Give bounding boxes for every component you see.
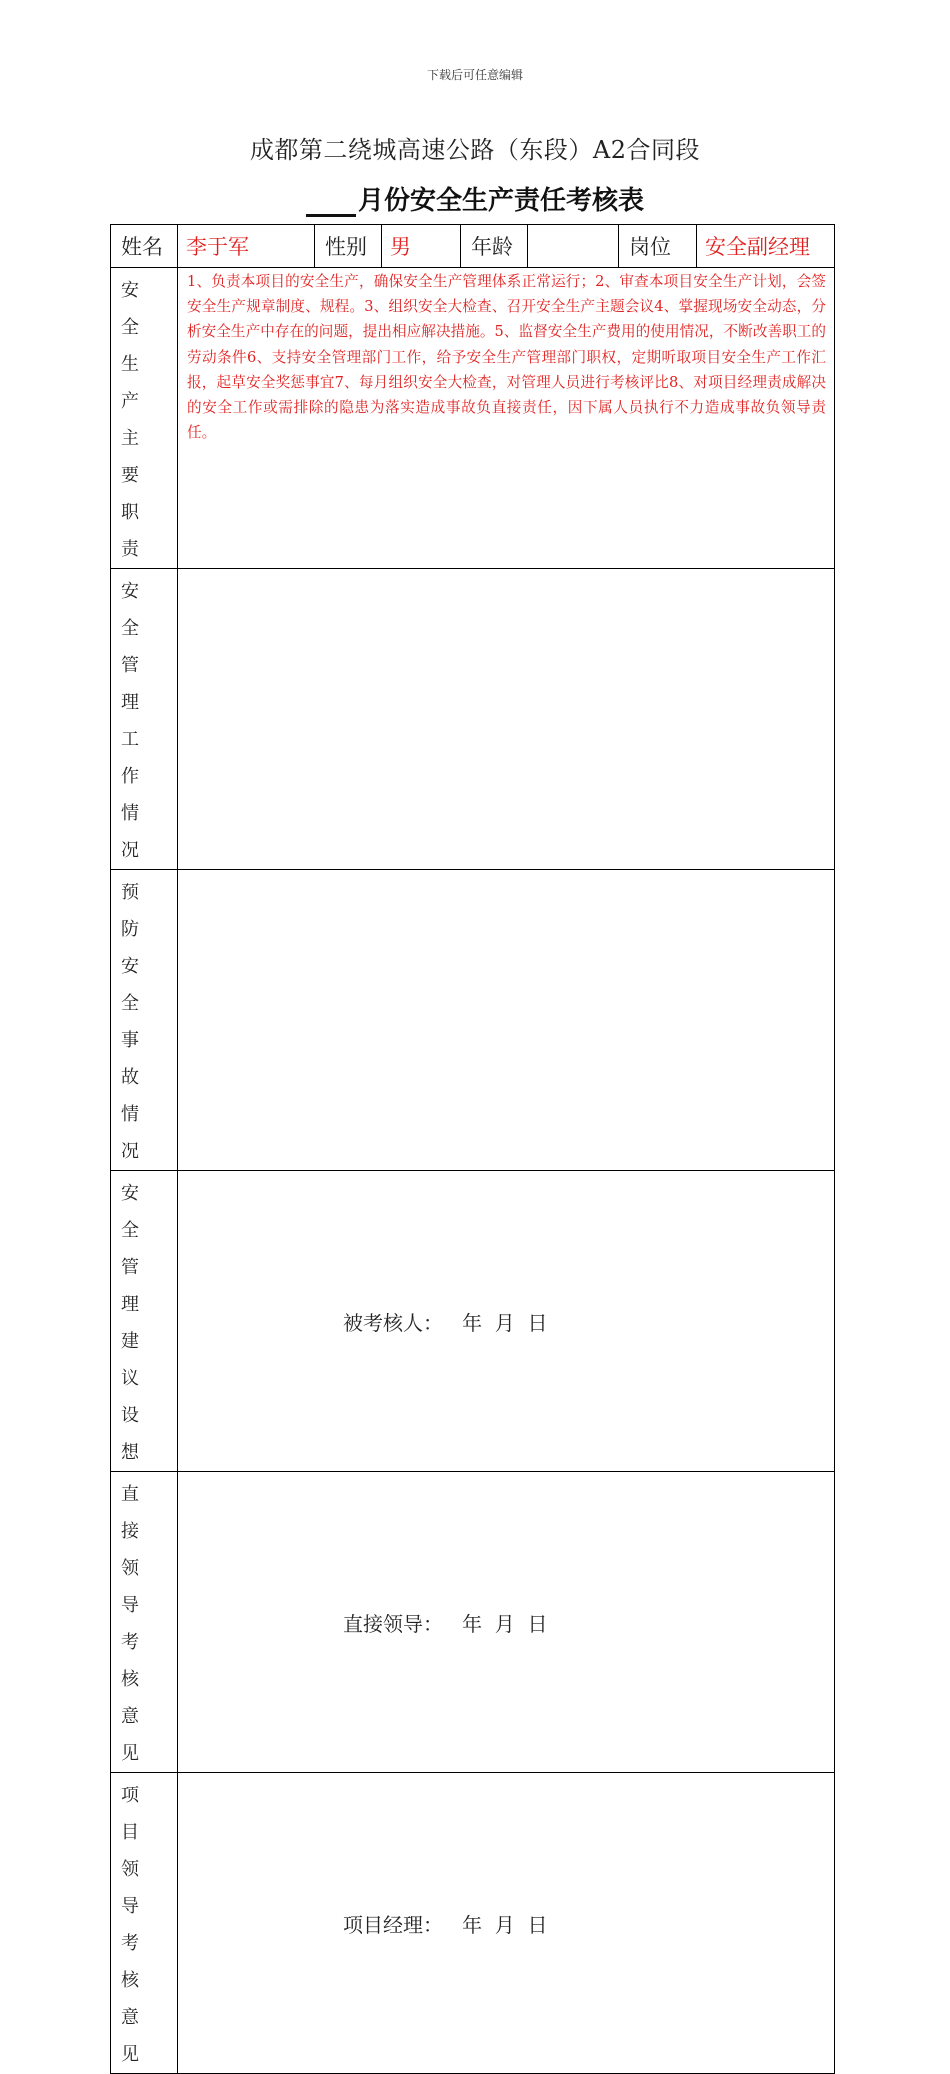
direct-leader-content	[178, 1472, 835, 1773]
direct-leader-label: 直接领导考核意见	[111, 1472, 178, 1773]
duties-content: 1、负责本项目的安全生产，确保安全生产管理体系正常运行；2、审查本项目安全生产计划，会签安全生产规章制度、规程。3、组织安全大检查、召开安全生产主题会议4、掌握现场安全动态，分析安全生产中存在的问题，提出相应解决措施。5、监督安全生产费用的使用情况，不断改善职工的劳动条件6、支持安全管理部门工作，给予安全生产管理部门职权，定期听取项目安全生产工作汇报，起草安全奖惩事宜7、每月组织安全大检查，对管理人员进行考核评比8、对项目经理责成解决的安全工作或需排除的隐患为落实造成事故负直接责任，因下属人员执行不力造成事故负领导责任。	[178, 268, 835, 569]
duties-row	[111, 268, 835, 569]
project-leader-label: 项目领导考核意见	[111, 1773, 178, 2074]
assessment-table	[110, 224, 835, 2074]
document-title: 成都第二绕城高速公路（东段）A2合同段	[249, 136, 701, 164]
suggestions-row	[111, 1171, 835, 1472]
month-blank	[306, 186, 356, 217]
project-leader-row	[111, 1773, 835, 2074]
position-label: 岗位	[619, 225, 697, 268]
work-content	[178, 569, 835, 870]
project-manager-signature-line: 项目经理： 年 月 日	[343, 1912, 548, 1937]
work-label: 安全管理工作情况	[111, 569, 178, 870]
direct-leader-row	[111, 1472, 835, 1773]
name-value: 李于军	[178, 225, 315, 268]
gender-label: 性别	[315, 225, 382, 268]
form-title	[0, 180, 950, 217]
direct-leader-signature-line: 直接领导： 年 月 日	[343, 1611, 548, 1636]
header-row	[111, 225, 835, 268]
position-value: 安全副经理	[697, 225, 835, 268]
age-label: 年龄	[461, 225, 528, 268]
prevention-row	[111, 870, 835, 1171]
prevention-label: 预防安全事故情况	[111, 870, 178, 1171]
duties-label: 安全生产主要职责	[111, 268, 178, 569]
assessee-signature-line: 被考核人： 年 月 日	[343, 1310, 548, 1335]
work-row	[111, 569, 835, 870]
suggestions-content	[178, 1171, 835, 1472]
project-leader-content	[178, 1773, 835, 2074]
gender-value: 男	[382, 225, 461, 268]
suggestions-label: 安全管理建议设想	[111, 1171, 178, 1472]
page-note: 下载后可任意编辑	[426, 68, 523, 82]
name-label: 姓名	[111, 225, 178, 268]
age-value	[528, 225, 619, 268]
form-title-text: 月份安全生产责任考核表	[357, 186, 644, 216]
prevention-content	[178, 870, 835, 1171]
